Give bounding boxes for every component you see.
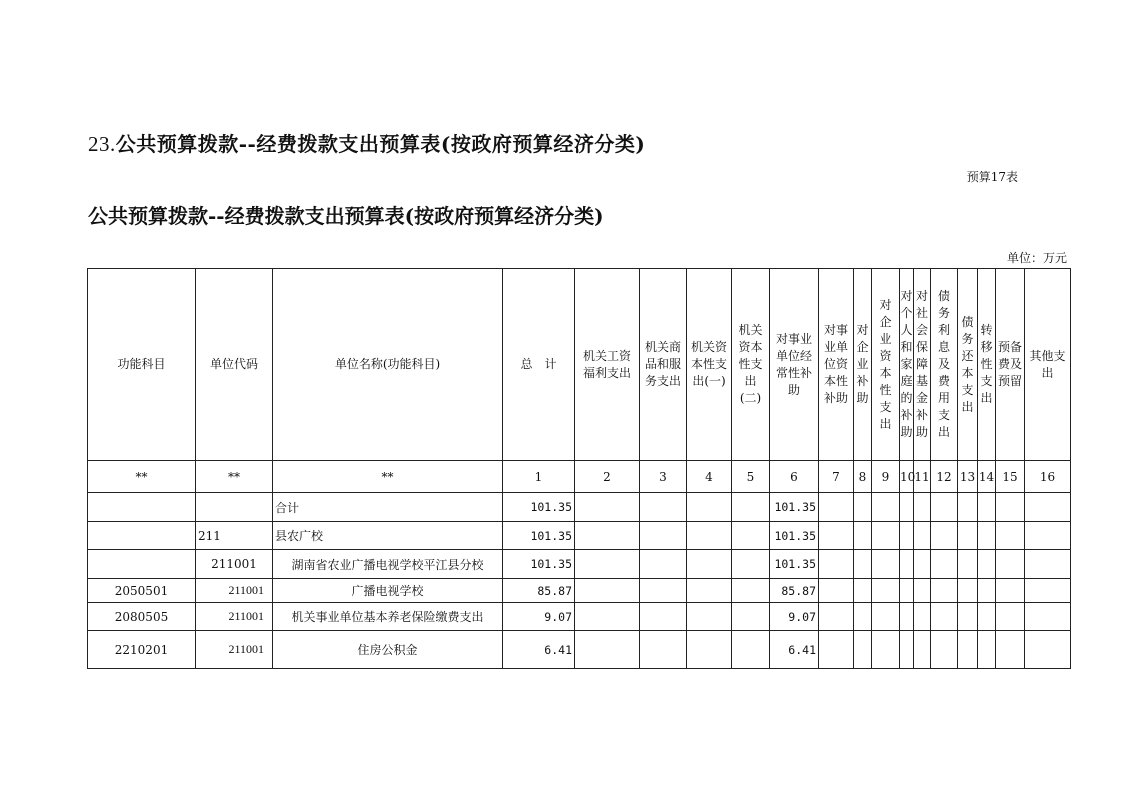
cell bbox=[978, 631, 996, 669]
cell bbox=[854, 603, 872, 631]
cell bbox=[1025, 522, 1071, 550]
index-cell: 5 bbox=[732, 461, 770, 493]
name-cell: 住房公积金 bbox=[273, 631, 503, 669]
name-cell: 机关事业单位基本养老保险缴费支出 bbox=[273, 603, 503, 631]
col6-cell: 101.35 bbox=[770, 522, 819, 550]
cell bbox=[640, 631, 687, 669]
cell bbox=[996, 550, 1025, 579]
cell bbox=[978, 603, 996, 631]
header-col-14 bbox=[978, 269, 996, 461]
index-cell: 15 bbox=[996, 461, 1025, 493]
header-col-4-text: 机关资本性支出(一) bbox=[690, 340, 727, 388]
cell bbox=[854, 522, 872, 550]
cell bbox=[931, 493, 958, 522]
table-row bbox=[88, 522, 1071, 550]
cell bbox=[931, 522, 958, 550]
cell bbox=[996, 493, 1025, 522]
cell bbox=[575, 550, 640, 579]
index-cell: 11 bbox=[914, 461, 931, 493]
code-cell: 211001 bbox=[196, 579, 273, 603]
header-col-5-text: 机关资本性支出(二) bbox=[738, 323, 763, 405]
func-cell: 2080505 bbox=[88, 603, 196, 631]
cell bbox=[819, 493, 854, 522]
index-cell: ** bbox=[88, 461, 196, 493]
header-col-15-text: 预备费及预留 bbox=[997, 340, 1022, 388]
table-number: 预算17表 bbox=[966, 170, 1018, 184]
cell bbox=[958, 631, 978, 669]
index-cell: ** bbox=[273, 461, 503, 493]
cell bbox=[958, 493, 978, 522]
title-number: 23. bbox=[88, 132, 116, 156]
col6-cell: 101.35 bbox=[770, 550, 819, 579]
header-col-9-text: 对企业资本性支出 bbox=[879, 297, 892, 431]
index-row bbox=[88, 461, 1071, 493]
col6-cell: 9.07 bbox=[770, 603, 819, 631]
cell bbox=[819, 550, 854, 579]
index-cell: 10 bbox=[900, 461, 914, 493]
title-text: 公共预算拨款--经费拨款支出预算表(按政府预算经济分类) bbox=[115, 132, 646, 156]
cell bbox=[914, 493, 931, 522]
header-col-2-text: 机关工资福利支出 bbox=[582, 348, 631, 380]
cell bbox=[575, 493, 640, 522]
total-cell: 6.41 bbox=[503, 631, 575, 669]
name-cell: 广播电视学校 bbox=[273, 579, 503, 603]
header-col-9 bbox=[872, 269, 900, 461]
unit-label: 单位：万元 bbox=[1006, 251, 1067, 265]
index-cell: 14 bbox=[978, 461, 996, 493]
cell bbox=[978, 579, 996, 603]
cell bbox=[958, 550, 978, 579]
cell bbox=[978, 493, 996, 522]
table-row-total bbox=[88, 493, 1071, 522]
code-cell bbox=[196, 493, 273, 522]
cell bbox=[575, 522, 640, 550]
cell bbox=[931, 631, 958, 669]
cell bbox=[931, 550, 958, 579]
cell bbox=[996, 631, 1025, 669]
header-col-10-text: 对个人和家庭的补助 bbox=[900, 289, 913, 439]
document-title bbox=[88, 128, 645, 157]
header-col-3-text: 机关商品和服务支出 bbox=[644, 340, 681, 388]
header-col-8-text: 对企业补助 bbox=[856, 323, 869, 405]
header-col-7-text: 对事业单位资本性补助 bbox=[823, 323, 848, 405]
index-cell: 16 bbox=[1025, 461, 1071, 493]
cell bbox=[931, 603, 958, 631]
index-cell: 8 bbox=[854, 461, 872, 493]
cell bbox=[640, 550, 687, 579]
cell bbox=[854, 493, 872, 522]
header-col-6 bbox=[770, 269, 819, 461]
func-cell bbox=[88, 493, 196, 522]
header-col-15 bbox=[996, 269, 1025, 461]
cell bbox=[900, 579, 914, 603]
col6-cell: 101.35 bbox=[770, 493, 819, 522]
cell bbox=[1025, 631, 1071, 669]
cell bbox=[872, 522, 900, 550]
cell bbox=[575, 603, 640, 631]
cell bbox=[640, 522, 687, 550]
code-cell: 211001 bbox=[196, 550, 273, 579]
header-col-12-text: 债务利息及费用支出 bbox=[937, 289, 950, 439]
cell bbox=[687, 579, 732, 603]
cell bbox=[1025, 550, 1071, 579]
header-col-6-text: 对事业单位经常性补助 bbox=[775, 331, 812, 397]
total-cell: 101.35 bbox=[503, 522, 575, 550]
cell bbox=[687, 631, 732, 669]
table-row bbox=[88, 550, 1071, 579]
func-cell bbox=[88, 522, 196, 550]
cell bbox=[872, 631, 900, 669]
table-row bbox=[88, 603, 1071, 631]
cell bbox=[819, 631, 854, 669]
cell bbox=[687, 493, 732, 522]
header-col-7 bbox=[819, 269, 854, 461]
cell bbox=[872, 550, 900, 579]
cell bbox=[854, 631, 872, 669]
cell bbox=[732, 522, 770, 550]
cell bbox=[819, 579, 854, 603]
cell bbox=[872, 493, 900, 522]
cell bbox=[1025, 493, 1071, 522]
cell bbox=[575, 579, 640, 603]
header-col-16 bbox=[1025, 269, 1071, 461]
col6-cell: 85.87 bbox=[770, 579, 819, 603]
header-col-2 bbox=[575, 269, 640, 461]
index-cell: 4 bbox=[687, 461, 732, 493]
header-col-13-text: 债务还本支出 bbox=[961, 314, 974, 414]
cell bbox=[900, 522, 914, 550]
total-cell: 101.35 bbox=[503, 550, 575, 579]
cell bbox=[819, 522, 854, 550]
cell bbox=[978, 522, 996, 550]
header-func-subject: 功能科目 bbox=[88, 269, 196, 461]
header-col-10 bbox=[900, 269, 914, 461]
header-total: 总 计 bbox=[503, 269, 575, 461]
cell bbox=[575, 631, 640, 669]
cell bbox=[640, 493, 687, 522]
cell bbox=[640, 579, 687, 603]
index-cell: 6 bbox=[770, 461, 819, 493]
index-cell: 9 bbox=[872, 461, 900, 493]
cell bbox=[900, 603, 914, 631]
cell bbox=[914, 550, 931, 579]
cell bbox=[872, 579, 900, 603]
func-cell: 2210201 bbox=[88, 631, 196, 669]
cell bbox=[931, 579, 958, 603]
header-col-12 bbox=[931, 269, 958, 461]
cell bbox=[996, 579, 1025, 603]
cell bbox=[687, 603, 732, 631]
header-unit-name: 单位名称(功能科目) bbox=[273, 269, 503, 461]
func-cell: 2050501 bbox=[88, 579, 196, 603]
header-col-13 bbox=[958, 269, 978, 461]
header-col-11-text: 对社会保障基金补助 bbox=[915, 289, 928, 439]
cell bbox=[732, 579, 770, 603]
cell bbox=[958, 579, 978, 603]
col6-cell: 6.41 bbox=[770, 631, 819, 669]
func-cell bbox=[88, 550, 196, 579]
index-cell: 12 bbox=[931, 461, 958, 493]
cell bbox=[1025, 579, 1071, 603]
cell bbox=[732, 493, 770, 522]
index-cell: ** bbox=[196, 461, 273, 493]
header-col-14-text: 转移性支出 bbox=[980, 323, 993, 405]
cell bbox=[914, 579, 931, 603]
cell bbox=[958, 603, 978, 631]
cell bbox=[996, 522, 1025, 550]
index-cell: 1 bbox=[503, 461, 575, 493]
cell bbox=[900, 631, 914, 669]
cell bbox=[1025, 603, 1071, 631]
header-col-16-text: 其他支出 bbox=[1029, 348, 1066, 380]
name-cell: 县农广校 bbox=[273, 522, 503, 550]
code-cell: 211001 bbox=[196, 631, 273, 669]
cell bbox=[900, 493, 914, 522]
cell bbox=[732, 603, 770, 631]
cell bbox=[914, 522, 931, 550]
table-row bbox=[88, 579, 1071, 603]
cell bbox=[687, 550, 732, 579]
index-cell: 13 bbox=[958, 461, 978, 493]
index-cell: 3 bbox=[640, 461, 687, 493]
total-cell: 85.87 bbox=[503, 579, 575, 603]
total-cell: 101.35 bbox=[503, 493, 575, 522]
cell bbox=[854, 579, 872, 603]
index-cell: 2 bbox=[575, 461, 640, 493]
cell bbox=[732, 631, 770, 669]
header-col-3 bbox=[640, 269, 687, 461]
cell bbox=[900, 550, 914, 579]
table-title: 公共预算拨款--经费拨款支出预算表(按政府预算经济分类) bbox=[88, 204, 604, 228]
cell bbox=[872, 603, 900, 631]
header-col-5 bbox=[732, 269, 770, 461]
header-col-4 bbox=[687, 269, 732, 461]
total-cell: 9.07 bbox=[503, 603, 575, 631]
index-cell: 7 bbox=[819, 461, 854, 493]
cell bbox=[958, 522, 978, 550]
header-row bbox=[88, 269, 1071, 461]
header-col-8 bbox=[854, 269, 872, 461]
name-cell: 合计 bbox=[273, 493, 503, 522]
code-cell: 211 bbox=[196, 522, 273, 550]
cell bbox=[854, 550, 872, 579]
header-col-11 bbox=[914, 269, 931, 461]
cell bbox=[996, 603, 1025, 631]
cell bbox=[819, 603, 854, 631]
cell bbox=[914, 631, 931, 669]
header-unit-code: 单位代码 bbox=[196, 269, 273, 461]
budget-table bbox=[87, 268, 1071, 669]
cell bbox=[732, 550, 770, 579]
table-row bbox=[88, 631, 1071, 669]
cell bbox=[978, 550, 996, 579]
code-cell: 211001 bbox=[196, 603, 273, 631]
cell bbox=[640, 603, 687, 631]
cell bbox=[914, 603, 931, 631]
name-cell: 湖南省农业广播电视学校平江县分校 bbox=[273, 550, 503, 579]
cell bbox=[687, 522, 732, 550]
